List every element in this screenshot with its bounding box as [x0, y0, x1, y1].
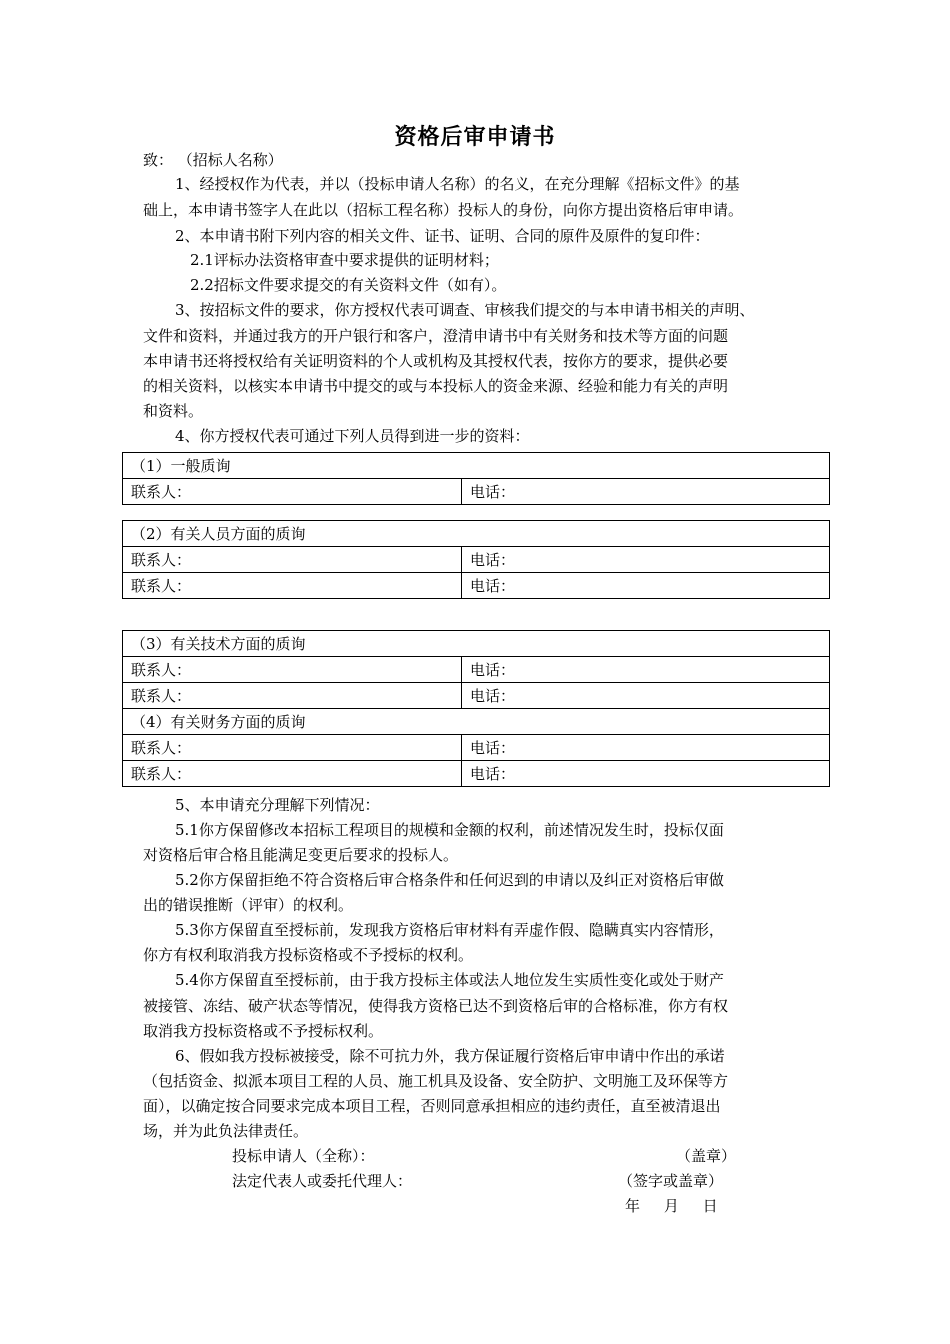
- contact-cell: 联系人：: [123, 735, 462, 761]
- date-line: 年 月 日: [625, 1197, 718, 1215]
- phone-cell: 电话：: [462, 547, 830, 573]
- paragraph-5-1: 5.1你方保留修改本招标工程项目的规模和金额的权利，前述情况发生时，投标仅面: [175, 821, 724, 839]
- paragraph-2: 2、本申请书附下列内容的相关文件、证书、证明、合同的原件及原件的复印件：: [175, 227, 710, 245]
- paragraph-5-4-cont-1: 被接管、冻结、破产状态等情况，使得我方资格已达不到资格后审的合格标准，你方有权: [143, 997, 729, 1015]
- paragraph-5-4: 5.4你方保留直至授标前，由于我方投标主体或法人地位发生实质性变化或处于财产: [175, 971, 724, 989]
- seal-label: （盖章）: [676, 1147, 737, 1165]
- addressee-line: 致： （招标人名称）: [143, 151, 283, 169]
- paragraph-6-cont-1: （包括资金、拟派本项目工程的人员、施工机具及设备、安全防护、文明施工及环保等方: [143, 1072, 729, 1090]
- contact-cell: 联系人：: [123, 761, 462, 787]
- paragraph-2-2: 2.2招标文件要求提交的有关资料文件（如有）。: [190, 276, 507, 294]
- table-header: （4）有关财务方面的质询: [123, 709, 830, 735]
- paragraph-3-cont-4: 和资料。: [143, 402, 204, 420]
- paragraph-1: 1、经授权作为代表，并以（投标申请人名称）的名义，在充分理解《招标文件》的基: [175, 175, 740, 193]
- representative-label: 法定代表人或委托代理人：: [232, 1172, 413, 1190]
- contact-cell: 联系人：: [123, 573, 462, 599]
- page-title: 资格后审申请书: [394, 125, 556, 150]
- phone-cell: 电话：: [462, 573, 830, 599]
- paragraph-5-2: 5.2你方保留拒绝不符合资格后审合格条件和任何迟到的申请以及纠正对资格后审做: [175, 871, 724, 889]
- paragraph-5-1-cont: 对资格后审合格且能满足变更后要求的投标人。: [143, 846, 459, 864]
- paragraph-6-cont-2: 面），以确定按合同要求完成本项目工程，否则同意承担相应的违约责任，直至被清退出: [143, 1097, 721, 1115]
- sign-or-seal-label: （签字或盖章）: [618, 1172, 724, 1190]
- contact-cell: 联系人：: [123, 657, 462, 683]
- paragraph-5-3-cont: 你方有权利取消我方投标资格或不予授标的权利。: [143, 946, 474, 964]
- table-header: （1）一般质询: [123, 453, 830, 479]
- paragraph-6: 6、假如我方投标被接受，除不可抗力外，我方保证履行资格后审申请中作出的承诺: [175, 1047, 725, 1065]
- table-header: （3）有关技术方面的质询: [123, 631, 830, 657]
- paragraph-3-cont-2: 本申请书还将授权给有关证明资料的个人或机构及其授权代表，按你方的要求，提供必要: [143, 352, 729, 370]
- phone-cell: 电话：: [462, 479, 830, 505]
- applicant-label: 投标申请人（全称）：: [232, 1147, 375, 1165]
- table-header: （2）有关人员方面的质询: [123, 521, 830, 547]
- paragraph-1-cont: 础上，本申请书签字人在此以（招标工程名称）投标人的身份，向你方提出资格后审申请。: [143, 201, 744, 219]
- phone-cell: 电话：: [462, 657, 830, 683]
- contact-cell: 联系人：: [123, 479, 462, 505]
- contact-cell: 联系人：: [123, 683, 462, 709]
- paragraph-5-2-cont: 出的错误推断（评审）的权利。: [143, 896, 354, 914]
- paragraph-2-1: 2.1评标办法资格审查中要求提供的证明材料；: [190, 251, 499, 269]
- technical-financial-inquiry-table: [122, 630, 830, 787]
- paragraph-6-cont-3: 场，并为此负法律责任。: [143, 1122, 309, 1140]
- paragraph-3-cont-1: 文件和资料，并通过我方的开户银行和客户，澄清申请书中有关财务和技术等方面的问题: [143, 327, 729, 345]
- phone-cell: 电话：: [462, 683, 830, 709]
- contact-cell: 联系人：: [123, 547, 462, 573]
- paragraph-3-cont-3: 的相关资料，以核实本申请书中提交的或与本投标人的资金来源、经验和能力有关的声明: [143, 377, 729, 395]
- paragraph-3: 3、按招标文件的要求，你方授权代表可调查、审核我们提交的与本申请书相关的声明、: [175, 301, 755, 319]
- paragraph-4: 4、你方授权代表可通过下列人员得到进一步的资料：: [175, 427, 530, 445]
- paragraph-5: 5、本申请充分理解下列情况：: [175, 796, 380, 814]
- phone-cell: 电话：: [462, 761, 830, 787]
- phone-cell: 电话：: [462, 735, 830, 761]
- paragraph-5-4-cont-2: 取消我方投标资格或不予授标权利。: [143, 1022, 384, 1040]
- general-inquiry-table: [122, 452, 830, 505]
- paragraph-5-3: 5.3你方保留直至授标前，发现我方资格后审材料有弄虚作假、隐瞒真实内容情形，: [175, 921, 724, 939]
- personnel-inquiry-table: [122, 520, 830, 599]
